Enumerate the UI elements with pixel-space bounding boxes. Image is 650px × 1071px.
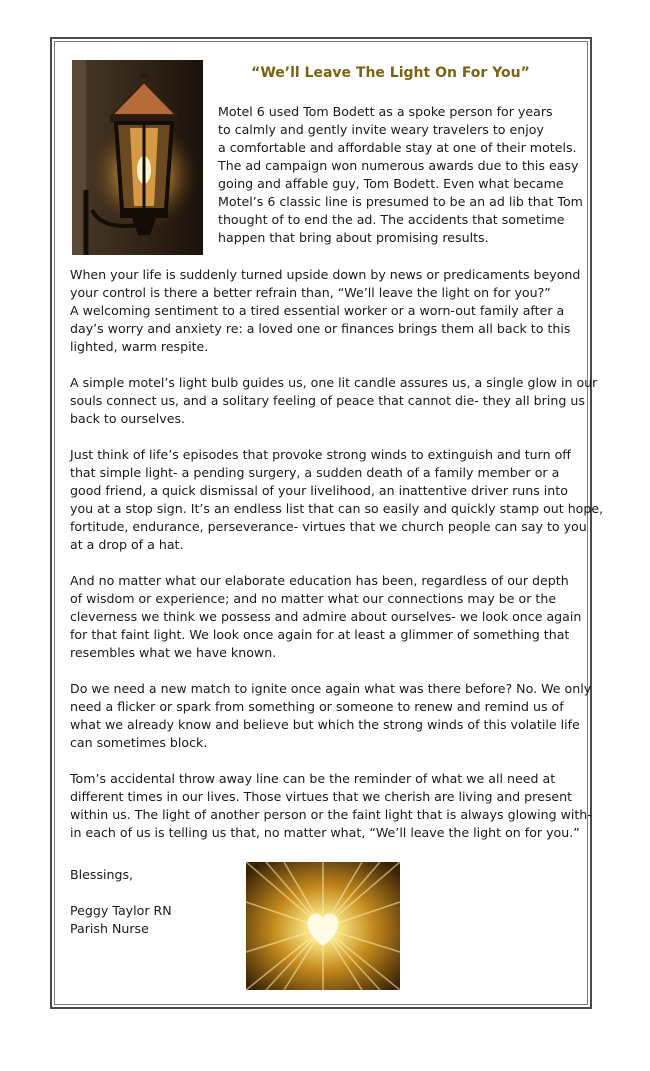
intro-line: happen that bring about promising results. <box>218 230 489 245</box>
text-line: for that faint light. We look once again for at least a glimmer of something that <box>70 627 570 642</box>
text-line: A welcoming sentiment to a tired essential worker or a worn-out family after a <box>70 303 565 318</box>
text-line: Tom’s accidental throw away line can be the reminder of what we all need at <box>70 771 556 786</box>
page-title: “We’ll Leave The Light On For You” <box>251 65 530 81</box>
lantern-image <box>72 60 203 255</box>
text-line: can sometimes block. <box>70 735 208 750</box>
text-line: at a drop of a hat. <box>70 537 184 552</box>
text-line: what we already know and believe but which the strong winds of this volatile life <box>70 717 580 732</box>
text-line: back to ourselves. <box>70 411 186 426</box>
intro-line: Motel 6 used Tom Bodett as a spoke person for years <box>218 104 553 119</box>
text-line: different times in our lives. Those virtues that we cherish are living and present <box>70 789 573 804</box>
text-line: souls connect us, and a solitary feeling of peace that cannot die- they all bring us <box>70 393 585 408</box>
paragraph-2 <box>70 374 598 428</box>
signature-name: Peggy Taylor RN <box>70 903 172 918</box>
text-line: resembles what we have known. <box>70 645 277 660</box>
text-line: within us. The light of another person or the faint light that is always glowing with- <box>70 807 592 822</box>
paragraph-3 <box>70 446 604 554</box>
paragraph-5 <box>70 680 592 752</box>
paragraph-1 <box>70 266 581 356</box>
text-line: day’s worry and anxiety re: a loved one or finances brings them all back to this <box>70 321 571 336</box>
text-line: cleverness we think we possess and admire about ourselves- we look once again <box>70 609 582 624</box>
intro-line: Motel’s 6 classic line is presumed to be an ad lib that Tom <box>218 194 583 209</box>
text-line: of wisdom or experience; and no matter what our connections may be or the <box>70 591 557 606</box>
text-line: in each of us is telling us that, no matter what, “We’ll leave the light on for you.” <box>70 825 580 840</box>
text-line: Just think of life’s episodes that provoke strong winds to extinguish and turn off <box>70 447 571 462</box>
signature-title: Parish Nurse <box>70 921 149 936</box>
text-line: A simple motel’s light bulb guides us, one lit candle assures us, a single glow in our <box>70 375 598 390</box>
signature-block <box>70 866 172 938</box>
glowing-heart-image <box>246 862 400 990</box>
text-line: And no matter what our elaborate education has been, regardless of our depth <box>70 573 569 588</box>
intro-line: The ad campaign won numerous awards due to this easy <box>218 158 579 173</box>
text-line: your control is there a better refrain than, “We’ll leave the light on for you?” <box>70 285 551 300</box>
intro-line: a comfortable and affordable stay at one of their motels. <box>218 140 577 155</box>
paragraph-4 <box>70 572 582 662</box>
intro-line: thought of to end the ad. The accidents that sometime <box>218 212 565 227</box>
intro-line: to calmly and gently invite weary travelers to enjoy <box>218 122 544 137</box>
text-line: need a flicker or spark from something or someone to renew and remind us of <box>70 699 564 714</box>
text-line: When your life is suddenly turned upside down by news or predicaments beyond <box>70 267 581 282</box>
text-line: good friend, a quick dismissal of your livelihood, an inattentive driver runs into <box>70 483 568 498</box>
text-line: you at a stop sign. It’s an endless list that can so easily and quickly stamp out hope, <box>70 501 604 516</box>
text-line: Do we need a new match to ignite once again what was there before? No. We only <box>70 681 592 696</box>
text-line: fortitude, endurance, perseverance- virtues that we church people can say to you <box>70 519 587 534</box>
intro-paragraph <box>218 103 583 247</box>
article-body <box>70 266 604 860</box>
paragraph-6 <box>70 770 592 842</box>
text-line: that simple light- a pending surgery, a sudden death of a family member or a <box>70 465 560 480</box>
closing-text: Blessings, <box>70 867 134 882</box>
text-line: lighted, warm respite. <box>70 339 209 354</box>
intro-line: going and affable guy, Tom Bodett. Even what became <box>218 176 564 191</box>
